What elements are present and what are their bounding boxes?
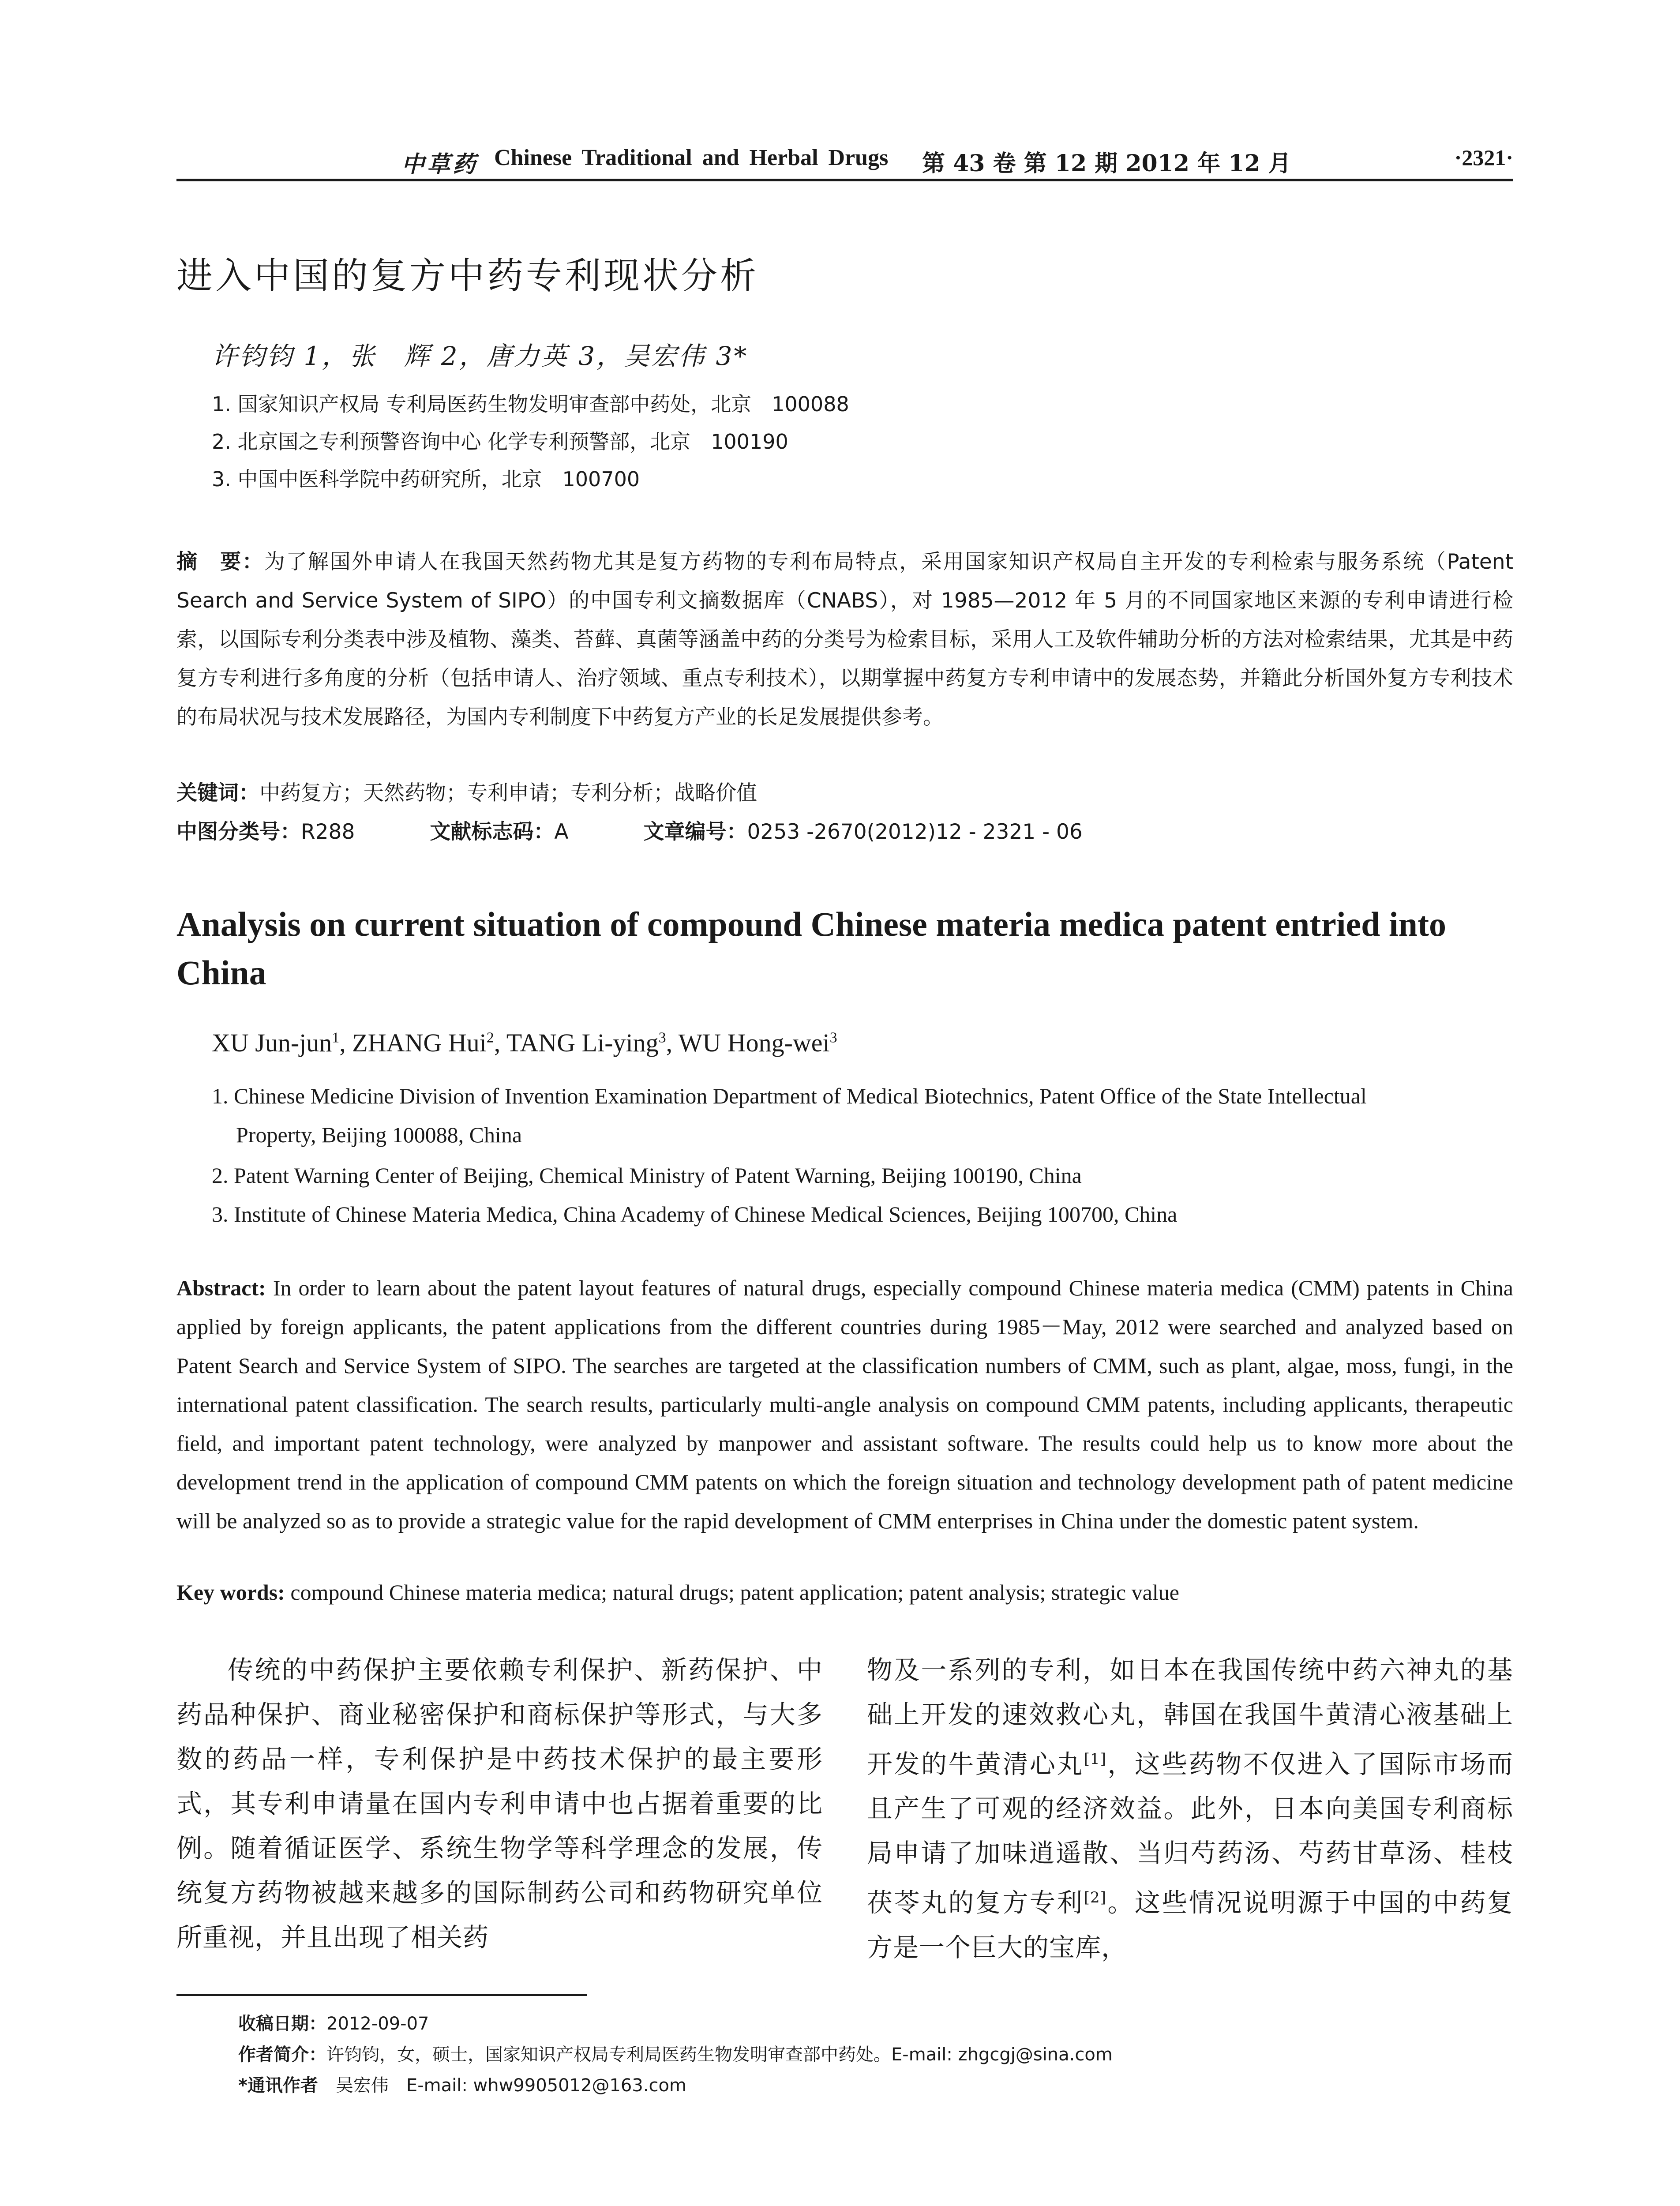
article-number-value: 0253 -2670(2012)12 - 2321 - 06	[747, 820, 1083, 844]
author-name: ZHANG Hui	[352, 1028, 487, 1057]
affiliation-english-3: 3. Institute of Chinese Materia Medica, China Academy of Chinese Medical Sciences, Beijing 100700, China	[212, 1202, 1178, 1227]
affiliation-english-2: 2. Patent Warning Center of Beijing, Chemical Ministry of Patent Warning, Beijing 100190, China	[212, 1163, 1082, 1188]
citation-1: [1]	[1084, 1750, 1106, 1768]
abstract-chinese-label: 摘 要：	[176, 550, 264, 574]
affiliation-chinese-1: 1. 国家知识产权局 专利局医药生物发明审查部中药处，北京 100088	[212, 392, 849, 416]
journal-logo: 中草药	[401, 151, 479, 178]
keywords-chinese	[176, 777, 757, 806]
affiliation-chinese-3: 3. 中国中医科学院中药研究所，北京 100700	[212, 467, 640, 491]
keywords-chinese-label: 关键词：	[176, 781, 259, 805]
document-code-value: A	[554, 820, 569, 844]
abstract-english-text: In order to learn about the patent layout features of natural drugs, especially compound Chinese materia medica (CMM) patents in China applied by foreign applicants, the patent applications from the different countries during 1985－May, 2012 were searched and analyzed based on Patent Search and Service System of SIPO. The searches are targeted at the classification numbers of CMM, such as plant, algae, moss, fungi, in the international patent classification. The search results, particularly multi-angle analysis on compound CMM patents, including applicants, therapeutic field, and important patent technology, were analyzed by manpower and assistant software. The results could help us to know more about the development trend in the application of compound CMM patents on which the foreign situation and technology development path of patent medicine will be analyzed so as to provide a strategic value for the rapid development of CMM enterprises in China under the domestic patent system.	[176, 1276, 1513, 1533]
author-affiliation-mark: 2	[486, 1029, 494, 1046]
article-number-label: 文章编号：	[643, 820, 747, 844]
author-affiliation-mark: 3	[829, 1029, 837, 1046]
author-bio-label: 作者简介：	[238, 2045, 326, 2065]
author-name: TANG Li-ying	[506, 1028, 659, 1057]
abstract-chinese-text: 为了解国外申请人在我国天然药物尤其是复方药物的专利布局特点，采用国家知识产权局自主开发的专利检索与服务系统（Patent Search and Service System of SIPO）的中国专利文摘数据库（CNABS），对 1985—2012 年 5 月的不同国家地区来源的专利申请进行检索，以国际专利分类表中涉及植物、藻类、苔藓、真菌等涵盖中药的分类号为检索目标，采用人工及软件辅助分析的方法对检索结果，尤其是中药复方专利进行多角度的分析（包括申请人、治疗领域、重点专利技术），以期掌握中药复方专利申请中的发展态势，并籍此分析国外复方专利技术的布局状况与技术发展路径，为国内专利制度下中药复方产业的长足发展提供参考。	[176, 550, 1514, 729]
author-affiliation-mark: 1	[332, 1029, 340, 1046]
author-affiliation-mark: 3	[658, 1029, 666, 1046]
author-bio-value: 许钧钧，女，硕士，国家知识产权局专利局医药生物发明审查部中药处。E-mail: zhgcgj@sina.com	[326, 2045, 1113, 2065]
footnote-corresponding-author	[238, 2071, 686, 2097]
authors-chinese: 许钧钧 1，张 辉 2，唐力英 3，吴宏伟 3*	[212, 341, 749, 371]
journal-issue: 第 43 卷 第 12 期 2012 年 12 月	[922, 150, 1291, 177]
authors-english: XU Jun-jun$^1$, ZHANG Hui$^2$, TANG Li-ying$^3$, WU Hong-wei$^3$	[212, 1028, 837, 1057]
author-name: WU Hong-wei	[678, 1028, 830, 1057]
body-column-left: 传统的中药保护主要依赖专利保护、新药保护、中药品种保护、商业秘密保护和商标保护等形式，与大多数的药品一样，专利保护是中药技术保护的最主要形式，其专利申请量在国内专利申请中也占据着重要的比例。随着循证医学、系统生物学等科学理念的发展，传统复方药物被越来越多的国际制药公司和药物研究单位所重视，并且出现了相关药	[176, 1655, 823, 1952]
header-rule	[176, 179, 1513, 181]
abstract-english-label: Abstract:	[176, 1276, 266, 1300]
abstract-chinese	[176, 543, 1513, 737]
clc-label: 中图分类号：	[176, 820, 301, 844]
page-number: ·2321·	[1454, 145, 1513, 170]
clc-value: R288	[301, 820, 355, 844]
title-chinese: 进入中国的复方中药专利现状分析	[176, 255, 759, 297]
body-right-text-2: ，这些药物不仅进入了国际市场而且产生了可观的经济效益。此外，日本向美国专利商标局申请了加味逍遥散、当归芍药汤、芍药甘草汤、桂枝茯苓丸的复方专利	[867, 1749, 1513, 1918]
journal-name-en: Chinese Traditional and Herbal Drugs	[494, 145, 889, 170]
received-value: 2012-09-07	[326, 2014, 429, 2034]
affiliation-english-1-line2: Property, Beijing 100088, China	[236, 1122, 522, 1147]
body-column-right	[867, 1648, 1513, 1970]
document-code-label: 文献标志码：	[430, 820, 555, 844]
classification-line	[176, 815, 1083, 845]
author-name: XU Jun-jun	[212, 1028, 332, 1057]
footnote-author-bio	[238, 2041, 1113, 2066]
corresponding-value: 吴宏伟 E-mail: whw9905012@163.com	[318, 2075, 686, 2096]
journal-header	[176, 140, 1513, 180]
keywords-english-label: Key words:	[176, 1580, 285, 1605]
affiliation-chinese-2: 2. 北京国之专利预警咨询中心 化学专利预警部，北京 100190	[212, 430, 788, 454]
body-right-text-3: 。这些情况说明源于中国的中药复方是一个巨大的宝库，	[867, 1887, 1513, 1962]
corresponding-label: *通讯作者	[238, 2075, 318, 2096]
body-right-text-1: 物及一系列的专利，如日本在我国传统中药六神丸的基础上开发的速效救心丸，韩国在我国牛黄清心液基础上开发的牛黄清心丸	[867, 1655, 1513, 1779]
footnote-received-date	[238, 2010, 429, 2035]
footnote-rule	[176, 1994, 587, 1996]
affiliation-english-1	[212, 1077, 1513, 1154]
keywords-chinese-text: 中药复方；天然药物；专利申请；专利分析；战略价值	[259, 781, 757, 805]
citation-2: [2]	[1084, 1889, 1106, 1907]
keywords-english-text: compound Chinese materia medica; natural drugs; patent application; patent analysis; strategic value	[290, 1580, 1179, 1605]
abstract-english	[176, 1268, 1513, 1540]
affiliation-english-1-line1: 1. Chinese Medicine Division of Invention Examination Department of Medical Biotechnics, Patent Office of the State Intellectual	[212, 1084, 1367, 1108]
keywords-english	[176, 1579, 1179, 1605]
title-english: Analysis on current situation of compound Chinese materia medica patent entried into China	[176, 905, 1447, 992]
received-label: 收稿日期：	[238, 2014, 326, 2034]
